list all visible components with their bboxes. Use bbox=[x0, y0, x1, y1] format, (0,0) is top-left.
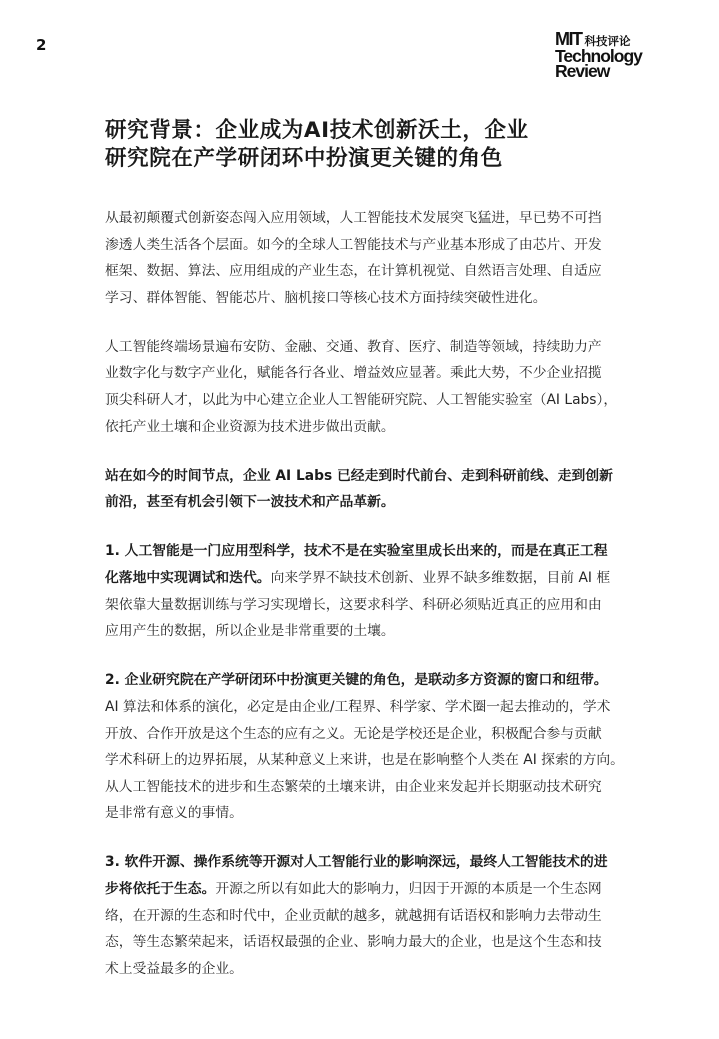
text-line bbox=[105, 618, 625, 645]
text-line: 人工智能终端场景遍布安防、金融、交通、教育、医疗、制造等领域，持续助力产 bbox=[105, 338, 602, 355]
text-line: 业数字化与数字产业化，赋能各行各业、增益效应显著。乘此大势，不少企业招揽 bbox=[105, 365, 602, 382]
text-run: 是非常有意义的事情。 bbox=[105, 805, 243, 822]
text-line: 顶尖科研人才，以此为中心建立企业人工智能研究院、人工智能实验室（AI Labs）， bbox=[105, 392, 618, 409]
article-body bbox=[105, 205, 625, 1005]
paragraph-point-1 bbox=[105, 538, 625, 644]
text-line: 从最初颠覆式创新姿态闯入应用领域，人工智能技术发展突飞猛进，早已势不可挡 bbox=[105, 210, 602, 226]
text-line bbox=[105, 592, 625, 619]
paragraph-point-2 bbox=[105, 667, 625, 827]
text-line bbox=[105, 747, 625, 774]
text-line: 框架、数据、算法、应用组成的产业生态，在计算机视觉、自然语言处理、自适应 bbox=[105, 263, 602, 280]
text-line bbox=[105, 721, 625, 748]
text-line bbox=[105, 956, 625, 983]
paragraph-highlight bbox=[105, 463, 625, 516]
text-line bbox=[105, 929, 625, 956]
title-line: 研究院在产学研闭环中扮演更关键的角色 bbox=[105, 145, 503, 171]
logo-review: Review bbox=[555, 61, 610, 81]
text-run: 应用产生的数据，所以企业是非常重要的土壤。 bbox=[105, 623, 395, 640]
text-run: 络，在开源的生态和时代中，企业贡献的越多，就越拥有话语权和影响力去带动生 bbox=[105, 907, 602, 924]
bold-lead: 2. 企业研究院在产学研闭环中扮演更关键的角色，是联动多方资源的窗口和纽带。 bbox=[105, 672, 608, 689]
text-line bbox=[105, 538, 625, 565]
text-line bbox=[105, 903, 625, 930]
logo-technology: Technology bbox=[555, 46, 642, 66]
text-line: 前沿，甚至有机会引领下一波技术和产品革新。 bbox=[105, 494, 395, 511]
section-title bbox=[105, 117, 625, 172]
text-line bbox=[105, 667, 625, 694]
text-line bbox=[105, 774, 625, 801]
text-run: 架依靠大量数据训练与学习实现增长，这要求科学、科研必须贴近真正的应用和由 bbox=[105, 596, 602, 613]
bold-lead: 步将依托于生态。 bbox=[105, 880, 216, 897]
bold-lead: 3. 软件开源、操作系统等开源对人工智能行业的影响深远，最终人工智能技术的进 bbox=[105, 854, 608, 871]
text-line: 渗透人类生活各个层面。如今的全球人工智能技术与产业基本形成了由芯片、开发 bbox=[105, 236, 602, 253]
text-line: 依托产业土壤和企业资源为技术进步做出贡献。 bbox=[105, 418, 395, 435]
title-line: 研究背景：企业成为AI技术创新沃土，企业 bbox=[105, 118, 529, 143]
mit-technology-review-logo bbox=[555, 29, 655, 81]
text-run: 术上受益最多的企业。 bbox=[105, 960, 243, 977]
text-run: 开放、合作开放是这个生态的应有之义。无论是学校还是企业，积极配合参与贡献 bbox=[105, 725, 602, 742]
text-line bbox=[105, 849, 625, 876]
logo-mit: MIT bbox=[555, 29, 582, 49]
text-run: AI 算法和体系的演化，必定是由企业/工程界、科学家、学术圈一起去推动的，学术 bbox=[105, 698, 611, 715]
text-line bbox=[105, 876, 625, 903]
bold-lead: 化落地中实现调试和迭代。 bbox=[105, 570, 271, 587]
page-number: 2 bbox=[36, 36, 47, 54]
text-run: 态，等生态繁荣起来，话语权最强的企业、影响力最大的企业，也是这个生态和技 bbox=[105, 934, 602, 951]
logo-chinese: 科技评论 bbox=[584, 34, 631, 48]
text-run: 从人工智能技术的进步和生态繁荣的土壤来讲，由企业来发起并长期驱动技术研究 bbox=[105, 778, 602, 795]
paragraph-scenarios bbox=[105, 334, 625, 440]
text-line bbox=[105, 800, 625, 827]
text-line: 学习、群体智能、智能芯片、脑机接口等核心技术方面持续突破性进化。 bbox=[105, 289, 547, 306]
paragraph-intro bbox=[105, 205, 625, 311]
text-line bbox=[105, 694, 625, 721]
text-line: 站在如今的时间节点，企业 AI Labs 已经走到时代前台、走到科研前线、走到创新 bbox=[105, 467, 613, 484]
text-run: 学术科研上的边界拓展，从某种意义上来讲，也是在影响整个人类在 AI 探索的方向。 bbox=[105, 752, 624, 769]
bold-lead: 1. 人工智能是一门应用型科学，技术不是在实验室里成长出来的，而是在真正工程 bbox=[105, 543, 608, 560]
text-line bbox=[105, 565, 625, 592]
text-run: 向来学界不缺技术创新、业界不缺多维数据，目前 AI 框 bbox=[270, 570, 611, 587]
text-run: 开源之所以有如此大的影响力，归因于开源的本质是一个生态网 bbox=[215, 880, 602, 897]
paragraph-point-3 bbox=[105, 849, 625, 982]
